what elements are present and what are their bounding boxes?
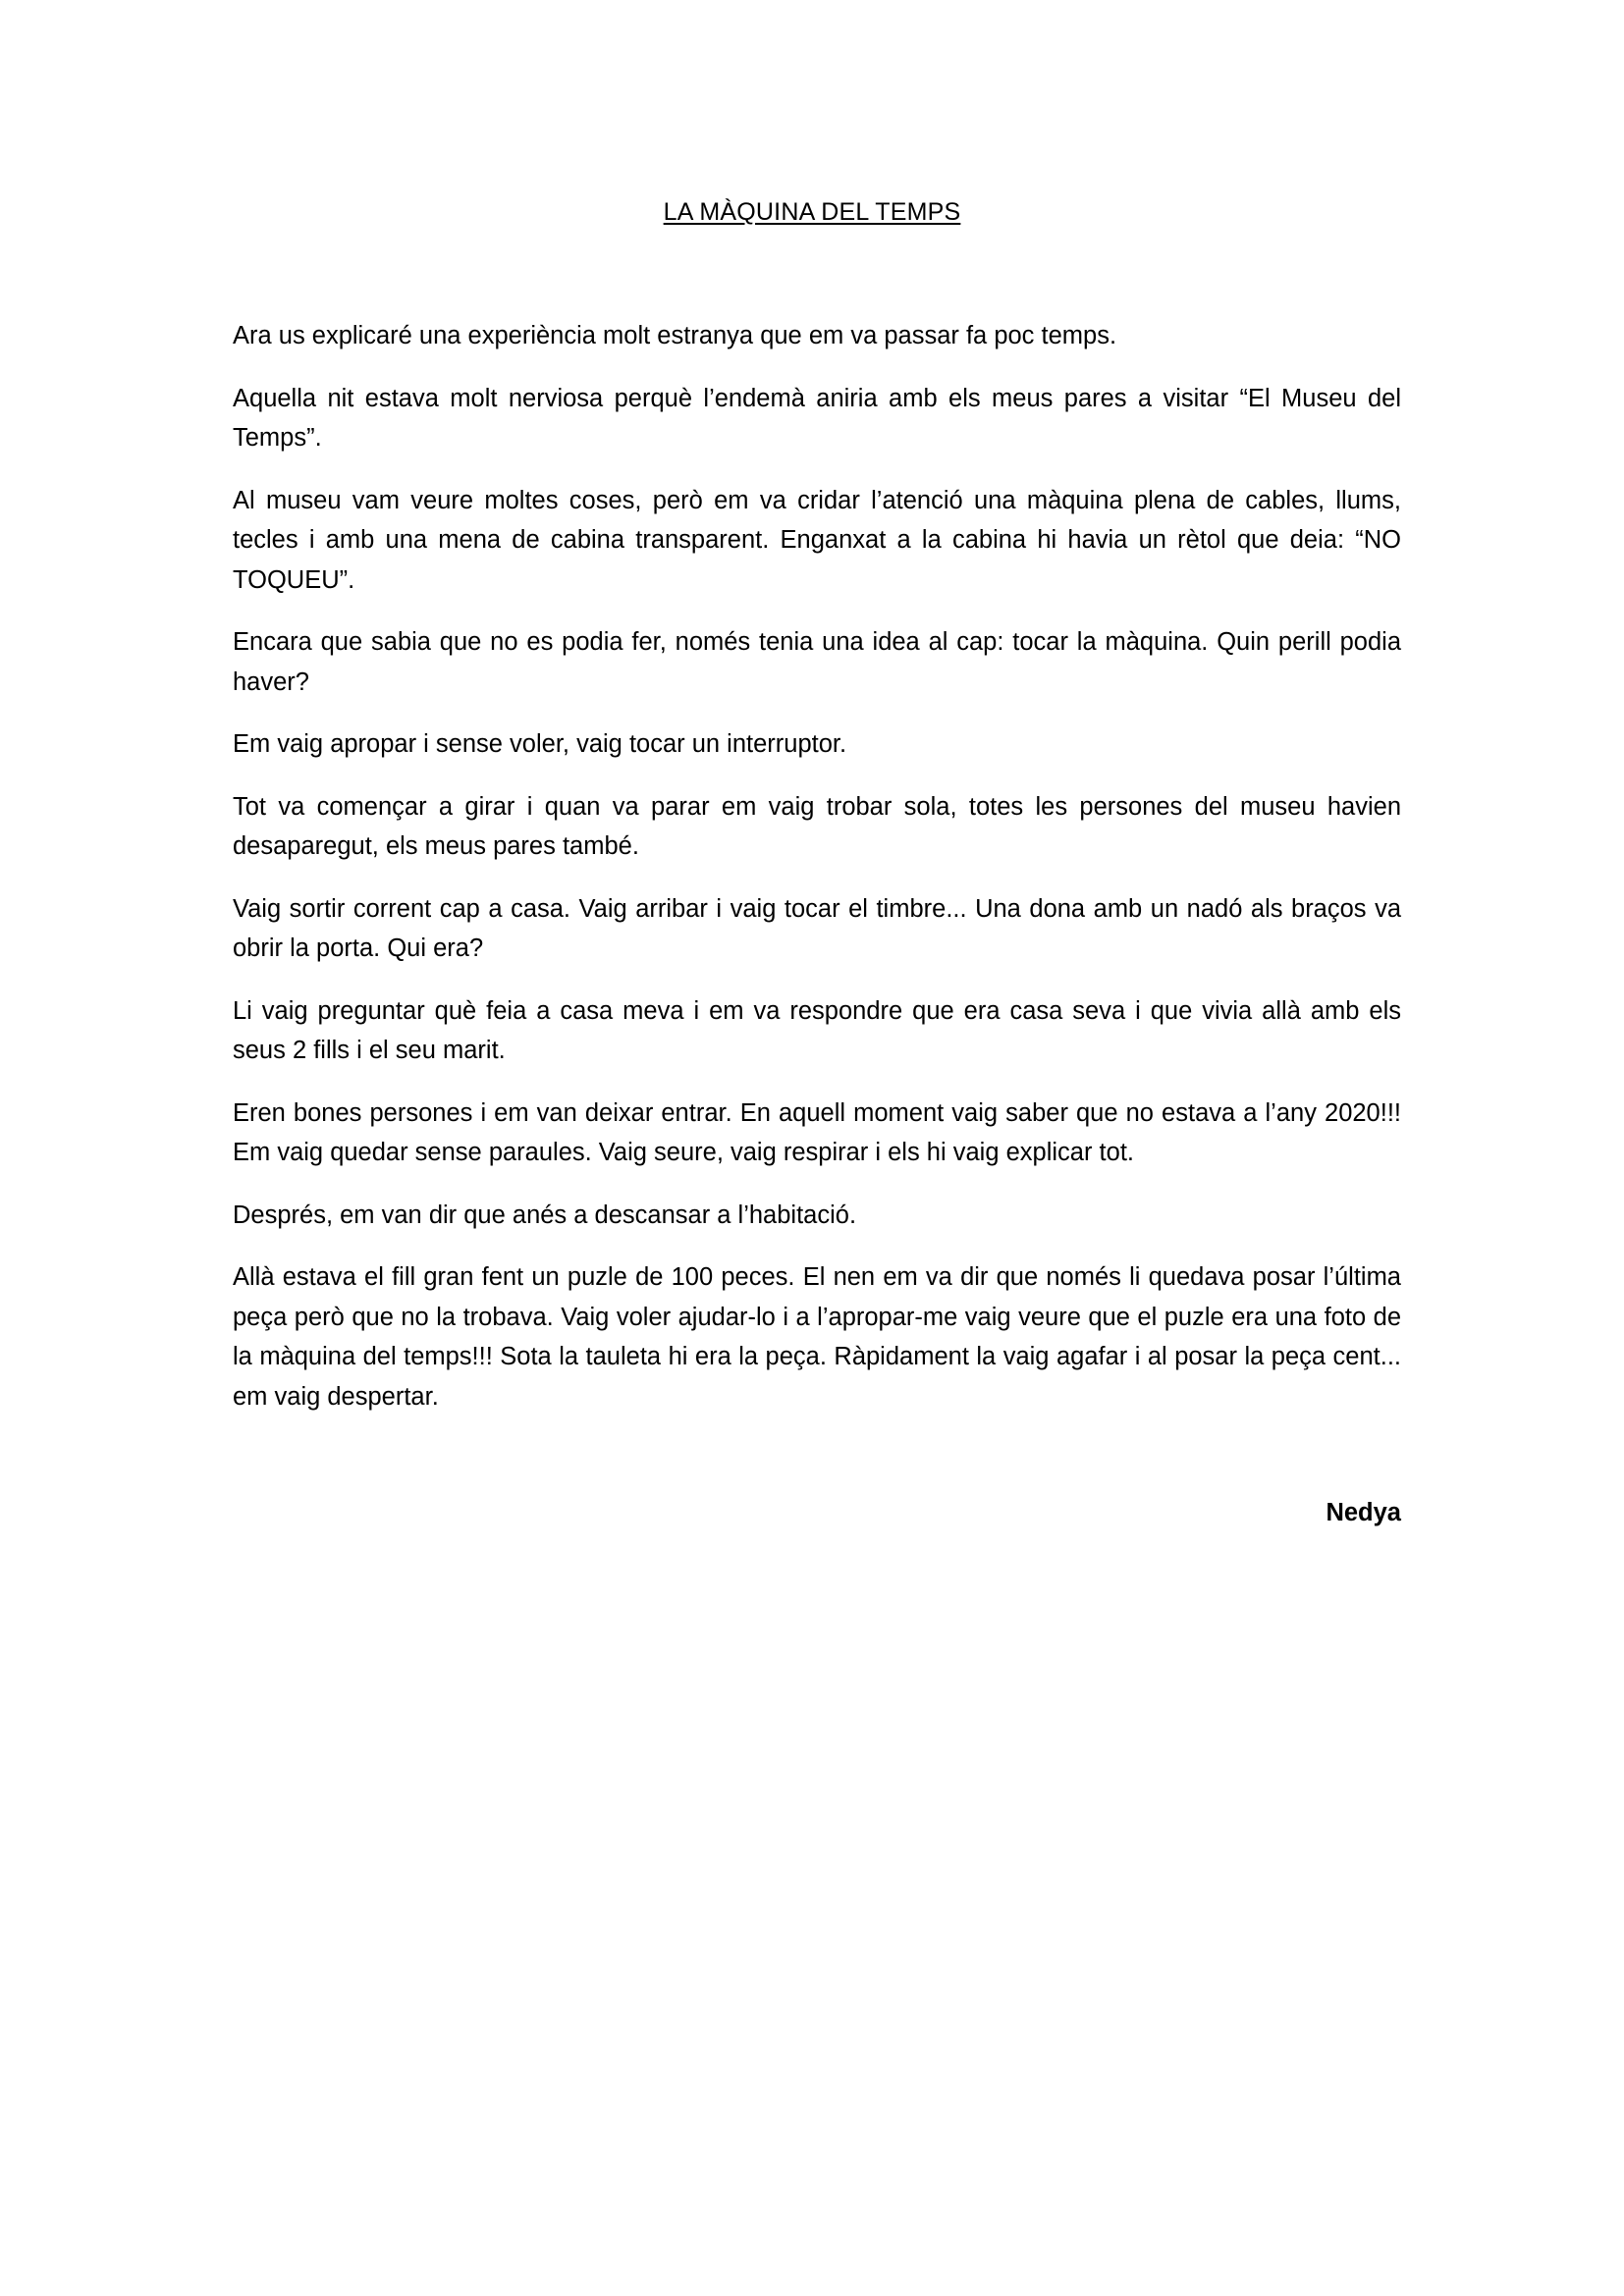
story-paragraph: Després, em van dir que anés a descansar a l’habitació. [233, 1201, 857, 1229]
story-paragraph: Vaig sortir corrent cap a casa. Vaig arribar i vaig tocar el timbre... Una dona amb un nadó als braços va obrir la porta. Qui era? [233, 894, 1401, 962]
story-paragraph: Al museu vam veure moltes coses, però em va cridar l’atenció una màquina plena de cables, llums, tecles i amb una mena de cabina transparent. Enganxat a la cabina hi havia un rètol que deia: “NO TOQUEU”. [233, 486, 1401, 594]
story-paragraph: Allà estava el fill gran fent un puzle de 100 peces. El nen em va dir que només li quedava posar l’última peça però que no la trobava. Vaig voler ajudar-lo i a l’apropar-me vaig veure que el puzle era una foto de la màquina del temps!!! Sota la tauleta hi era la peça. Ràpidament la vaig agafar i al posar la peça cent... em vaig despertar. [233, 1263, 1401, 1411]
document-title: LA MÀQUINA DEL TEMPS [663, 198, 961, 226]
story-paragraph: Aquella nit estava molt nerviosa perquè l’endemà aniria amb els meus pares a visitar “El Museu del Temps”. [233, 384, 1401, 452]
story-body [233, 316, 1401, 1439]
story-paragraph: Eren bones persones i em van deixar entrar. En aquell moment vaig saber que no estava a l’any 2020!!! Em vaig quedar sense paraules. Vaig seure, vaig respirar i els hi vaig explicar tot. [233, 1098, 1401, 1166]
story-paragraph: Li vaig preguntar què feia a casa meva i em va respondre que era casa seva i que vivia allà amb els seus 2 fills i el seu marit. [233, 996, 1401, 1064]
author-signature: Nedya [1326, 1499, 1401, 1526]
story-paragraph: Ara us explicaré una experiència molt estranya que em va passar fa poc temps. [233, 322, 1117, 349]
story-paragraph: Tot va començar a girar i quan va parar em vaig trobar sola, totes les persones del museu havien desaparegut, els meus pares també. [233, 792, 1401, 860]
story-paragraph: Em vaig apropar i sense voler, vaig tocar un interruptor. [233, 730, 847, 758]
story-paragraph: Encara que sabia que no es podia fer, només tenia una idea al cap: tocar la màquina. Quin perill podia haver? [233, 628, 1401, 696]
